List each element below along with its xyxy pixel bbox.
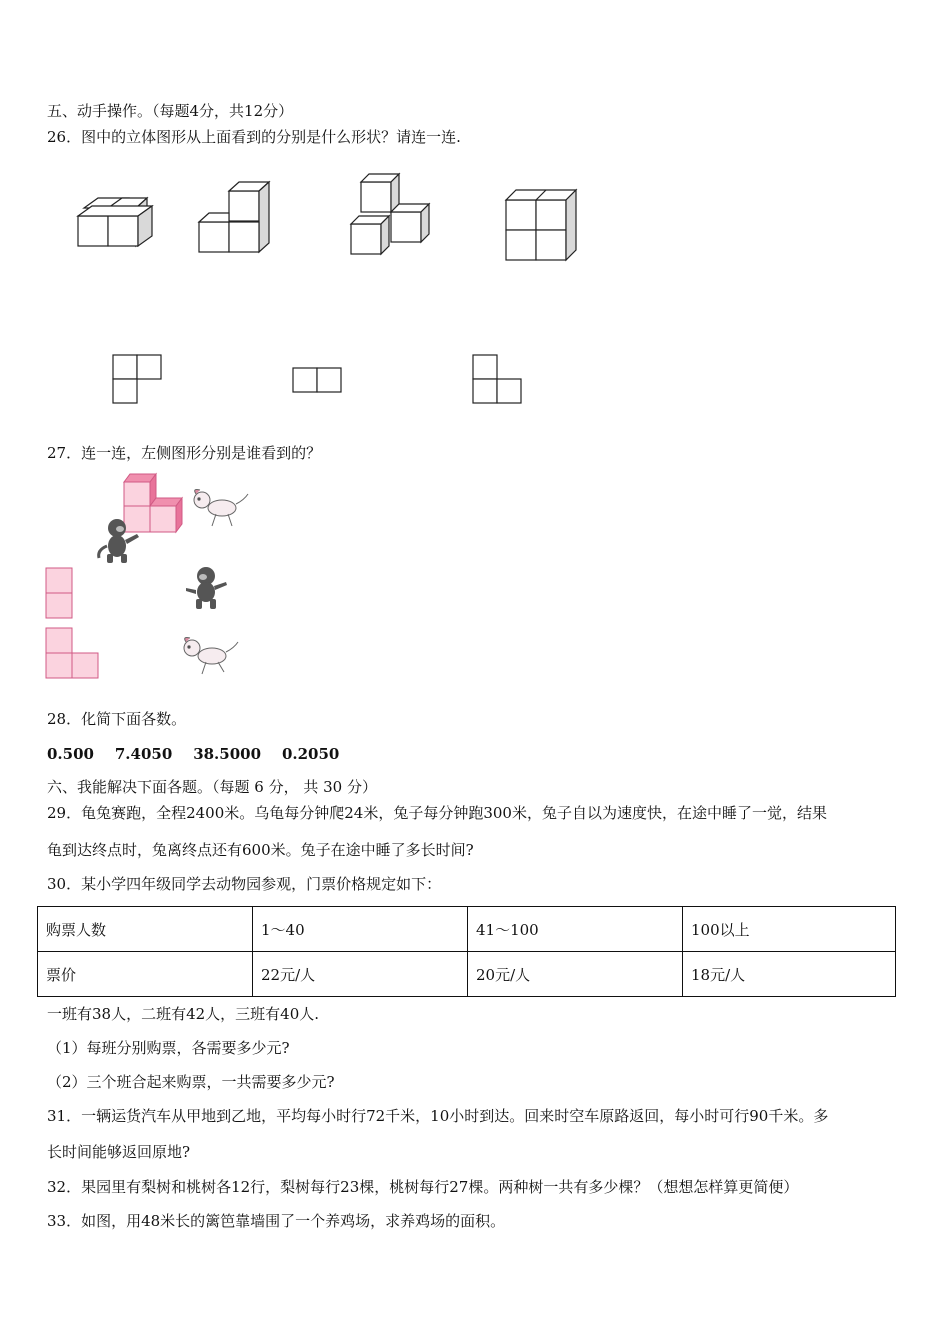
solid-figure-2 <box>197 179 277 259</box>
q28-numbers <box>47 744 339 764</box>
monkey-icon <box>93 516 141 564</box>
solid-figure-4 <box>504 186 579 261</box>
q26-text: 26．图中的立体图形从上面看到的分别是什么形状？请连一连. <box>47 128 461 146</box>
solid-figure-3 <box>349 172 434 257</box>
solid-figure-1 <box>76 196 156 271</box>
dog-icon-2 <box>180 634 240 678</box>
table-row <box>38 907 896 952</box>
table-row <box>38 952 896 997</box>
q32-text: 32．果园里有梨树和桃树各12行，梨树每行23棵，桃树每行27棵。两种树一共有多少棵？（想想怎样算更简便） <box>47 1178 799 1196</box>
table-cell: 41～100 <box>468 907 683 952</box>
table-cell: 1～40 <box>253 907 468 952</box>
monkey-icon-2 <box>182 564 230 612</box>
q31-line2: 长时间能够返回原地? <box>47 1143 191 1161</box>
table-cell: 20元/人 <box>468 952 683 997</box>
q30-text: 30．某小学四年级同学去动物园参观，门票价格规定如下： <box>47 875 442 893</box>
q27-text: 27．连一连，左侧图形分别是谁看到的？ <box>47 444 322 462</box>
top-view-3 <box>472 354 524 406</box>
top-view-2 <box>292 367 344 395</box>
q29-line1: 29．龟兔赛跑，全程2400米。乌龟每分钟爬24米，兔子每分钟跑300米，兔子自以为速度快，在途中睡了一觉，结果 <box>47 804 827 822</box>
ticket-price-table <box>37 906 896 997</box>
q29-line2: 龟到达终点时，兔离终点还有600米。兔子在途中睡了多长时间? <box>47 841 474 859</box>
view-option-1 <box>45 567 75 621</box>
dog-icon <box>190 488 250 530</box>
q30-sub2: （2）三个班合起来购票，一共需要多少元? <box>47 1073 335 1091</box>
table-cell: 票价 <box>38 952 253 997</box>
q33-text: 33．如图，用48米长的篱笆靠墙围了一个养鸡场，求养鸡场的面积。 <box>47 1212 506 1230</box>
q31-line1: 31．一辆运货汽车从甲地到乙地，平均每小时行72千米，10小时到达。回来时空车原路返回，每小时可行90千米。多 <box>47 1107 829 1125</box>
number-4: 0.2050 <box>281 745 340 763</box>
q30-info: 一班有38人，二班有42人，三班有40人. <box>47 1005 320 1023</box>
number-3: 38.5000 <box>193 745 262 763</box>
q30-sub1: （1）每班分别购票，各需要多少元? <box>47 1039 290 1057</box>
section5-title: 五、动手操作。（每题4分，共12分） <box>47 102 294 120</box>
table-cell: 18元/人 <box>683 952 896 997</box>
top-view-1 <box>112 354 164 406</box>
view-option-2 <box>45 627 101 681</box>
q28-text: 28．化简下面各数。 <box>47 710 187 728</box>
table-cell: 100以上 <box>683 907 896 952</box>
number-2: 7.4050 <box>114 745 173 763</box>
table-cell: 购票人数 <box>38 907 253 952</box>
table-cell: 22元/人 <box>253 952 468 997</box>
section6-title: 六、我能解决下面各题。（每题 6 分， 共 30 分） <box>47 778 377 796</box>
number-1: 0.500 <box>47 745 94 763</box>
